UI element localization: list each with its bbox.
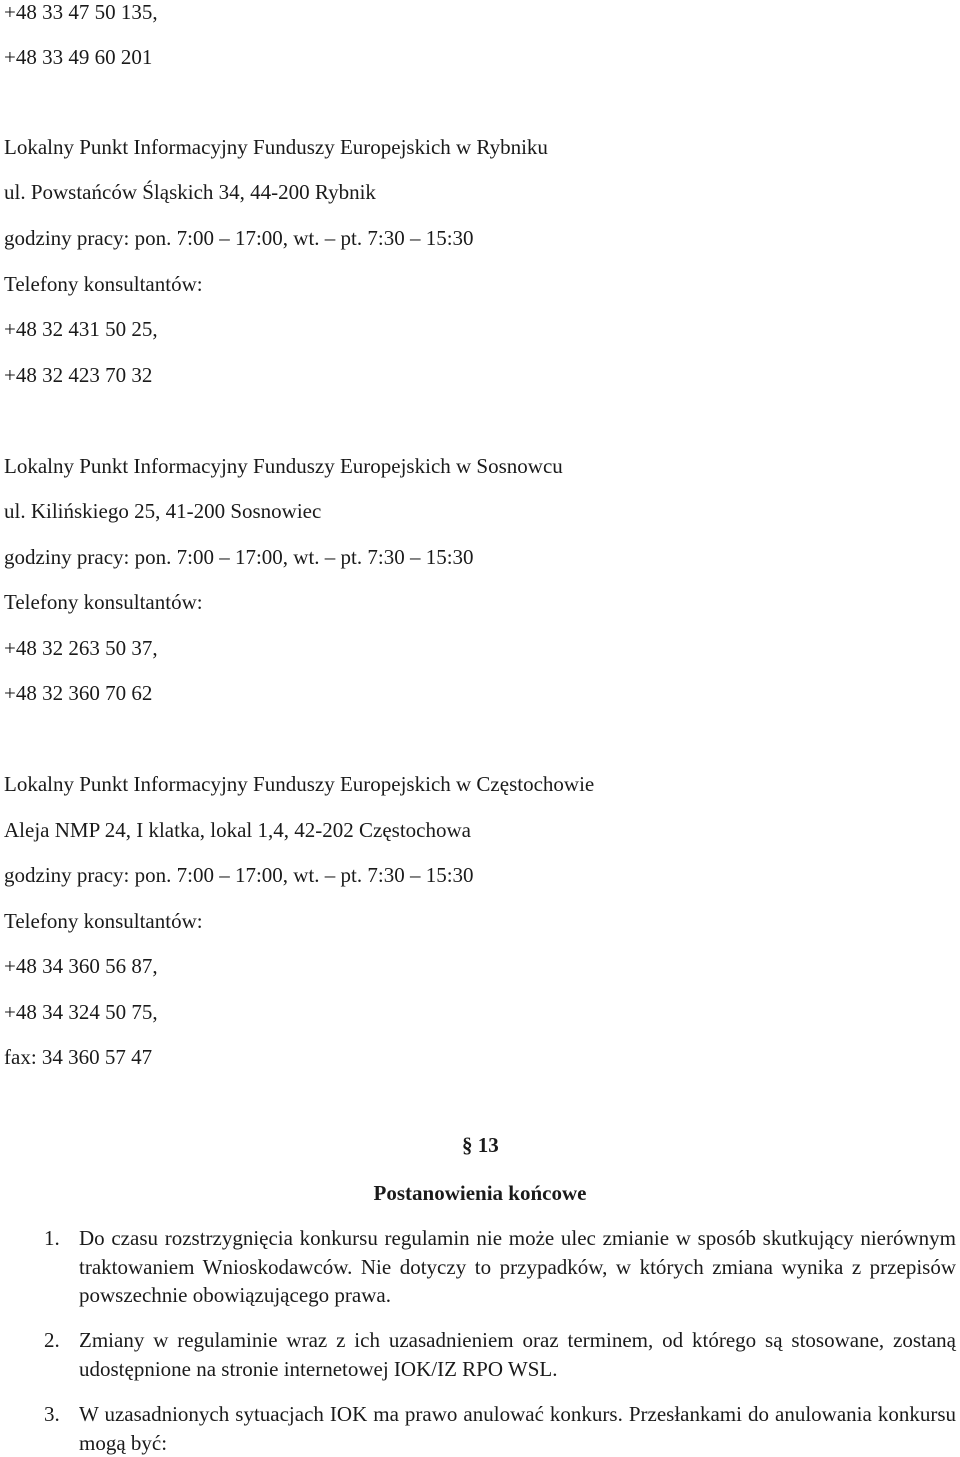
fax-number: fax: 34 360 57 47 <box>4 1045 153 1069</box>
phone-number: +48 32 263 50 37, <box>4 636 158 660</box>
office-address: ul. Kilińskiego 25, 41-200 Sosnowiec <box>4 499 322 523</box>
phones-label: Telefony konsultantów: <box>4 272 203 296</box>
phones-label: Telefony konsultantów: <box>4 909 203 933</box>
paragraph-text: W uzasadnionych sytuacjach IOK ma prawo anulować konkurs. Przesłankami do anulowania konkursu mogą być: <box>79 1402 956 1455</box>
paragraph-text: Do czasu rozstrzygnięcia konkursu regulamin nie może ulec zmianie w sposób skutkujący nierównym traktowaniem Wnioskodawców. Nie dotyczy to przypadków, w których zmiana wynika z przepisów powszechnie obowiązującego prawa. <box>79 1226 956 1307</box>
phones-label: Telefony konsultantów: <box>4 590 203 614</box>
phone-number: +48 34 360 56 87, <box>4 954 158 978</box>
office-hours: godziny pracy: pon. 7:00 – 17:00, wt. – pt. 7:30 – 15:30 <box>4 226 474 250</box>
numbered-paragraph <box>44 1400 956 1457</box>
office-name: Lokalny Punkt Informacyjny Funduszy Europejskich w Częstochowie <box>4 772 595 796</box>
phone-number: +48 34 324 50 75, <box>4 1000 158 1024</box>
office-name: Lokalny Punkt Informacyjny Funduszy Europejskich w Rybniku <box>4 135 548 159</box>
office-hours: godziny pracy: pon. 7:00 – 17:00, wt. – pt. 7:30 – 15:30 <box>4 545 474 569</box>
numbered-paragraph <box>44 1224 956 1310</box>
phone-number: +48 32 431 50 25, <box>4 317 158 341</box>
phone-number: +48 33 49 60 201 <box>4 45 153 69</box>
section-title: Postanowienia końcowe <box>373 1181 587 1205</box>
section-number: § 13 <box>462 1133 499 1157</box>
phone-number: +48 32 423 70 32 <box>4 363 153 387</box>
phone-number: +48 32 360 70 62 <box>4 681 153 705</box>
office-hours: godziny pracy: pon. 7:00 – 17:00, wt. – pt. 7:30 – 15:30 <box>4 863 474 887</box>
phone-number: +48 33 47 50 135, <box>4 0 158 24</box>
paragraph-number: 2. <box>44 1328 60 1352</box>
office-address: Aleja NMP 24, I klatka, lokal 1,4, 42-202 Częstochowa <box>4 818 471 842</box>
office-address: ul. Powstańców Śląskich 34, 44-200 Rybnik <box>4 180 376 204</box>
numbered-paragraph <box>44 1326 956 1383</box>
paragraph-number: 1. <box>44 1226 60 1250</box>
office-name: Lokalny Punkt Informacyjny Funduszy Europejskich w Sosnowcu <box>4 454 563 478</box>
paragraph-text: Zmiany w regulaminie wraz z ich uzasadnieniem oraz terminem, od którego są stosowane, zostaną udostępnione na stronie internetowej IOK/IZ RPO WSL. <box>79 1328 956 1381</box>
paragraph-number: 3. <box>44 1402 60 1426</box>
